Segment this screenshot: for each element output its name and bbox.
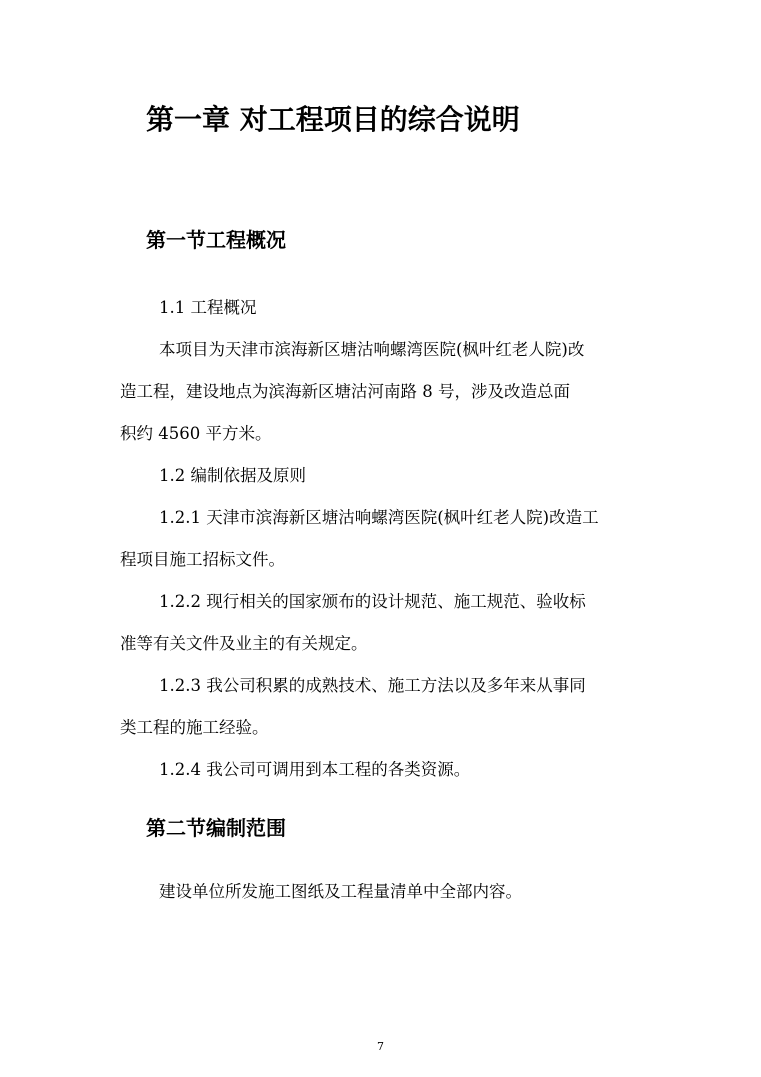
list-item-line: 1.2.4 我公司可调用到本工程的各类资源。 xyxy=(159,760,471,779)
paragraph-line: 造工程，建设地点为滨海新区塘沽河南路 8 号，涉及改造总面 xyxy=(120,382,570,401)
paragraph-line: 建设单位所发施工图纸及工程量清单中全部内容。 xyxy=(159,882,522,901)
list-item-line: 1.2.1 天津市滨海新区塘沽响螺湾医院(枫叶红老人院)改造工 xyxy=(159,508,599,527)
list-item-line: 类工程的施工经验。 xyxy=(120,718,269,737)
subheading-1-1: 1.1 工程概况 xyxy=(159,298,257,317)
list-item-line: 1.2.2 现行相关的国家颁布的设计规范、施工规范、验收标 xyxy=(159,592,586,611)
subheading-1-2: 1.2 编制依据及原则 xyxy=(159,466,306,485)
section-title-overview: 第一节工程概况 xyxy=(146,228,286,252)
list-item-line: 程项目施工招标文件。 xyxy=(120,550,285,569)
section-title-scope: 第二节编制范围 xyxy=(146,816,286,840)
paragraph-line: 本项目为天津市滨海新区塘沽响螺湾医院(枫叶红老人院)改 xyxy=(159,340,585,359)
list-item-line: 1.2.3 我公司积累的成熟技术、施工方法以及多年来从事同 xyxy=(159,676,586,695)
paragraph-line: 积约 4560 平方米。 xyxy=(120,424,272,443)
chapter-title: 第一章 对工程项目的综合说明 xyxy=(146,103,520,136)
page-number: 7 xyxy=(377,1040,384,1053)
list-item-line: 准等有关文件及业主的有关规定。 xyxy=(120,634,368,653)
